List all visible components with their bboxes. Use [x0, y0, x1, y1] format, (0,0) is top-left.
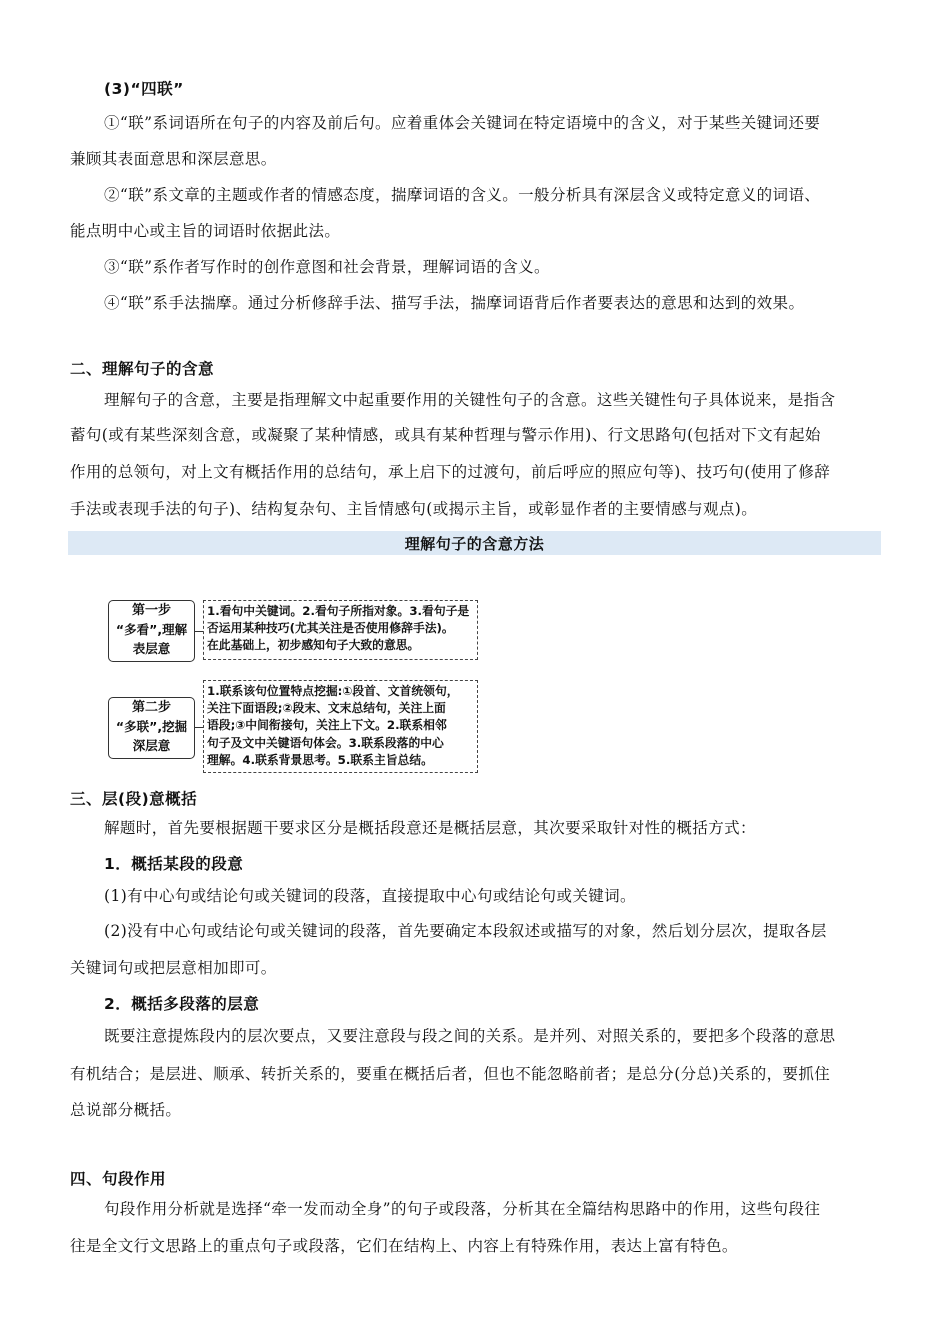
- paragraph-line: ②“联”系文章的主题或作者的情感态度，揣摩词语的含义。一般分析具有深层含义或特定意义的词语、: [104, 186, 821, 204]
- step1-detail-line: 1.看句中关键词。2.看句子所指对象。3.看句子是: [207, 604, 470, 618]
- section-heading: 三、层(段)意概括: [70, 790, 198, 808]
- paragraph-line: 理解句子的含意，主要是指理解文中起重要作用的关键性句子的含意。这些关键性句子具体说来，是指含: [104, 391, 836, 409]
- band-title: 理解句子的含意方法: [404, 535, 545, 553]
- step2-detail-line: 1.联系该句位置特点挖掘:①段首、文首统领句，: [207, 684, 459, 698]
- step1-detail-line: 否运用某种技巧(尤其关注是否使用修辞手法)。: [207, 621, 454, 636]
- paragraph-line: 蓄句(或有某些深刻含意，或凝聚了某种情感，或具有某种哲理与警示作用)、行文思路句(包括对下文有起始: [70, 426, 821, 444]
- paragraph-line: ①“联”系词语所在句子的内容及前后句。应着重体会关键词在特定语境中的含义，对于某些关键词还要: [104, 114, 821, 132]
- paragraph-line: 有机结合；是层进、顺承、转折关系的，要重在概括后者，但也不能忽略前者；是总分(分总)关系的，要抓住: [70, 1065, 831, 1083]
- step1-detail-line: 在此基础上，初步感知句子大致的意思。: [207, 638, 420, 653]
- subsection-title: 1．概括某段的段意: [104, 855, 244, 873]
- step1-desc: 表层意: [132, 641, 171, 656]
- step2-detail-line: 关注下面语段;②段末、文末总结句，关注上面: [207, 701, 446, 716]
- paragraph-line: ③“联”系作者写作时的创作意图和社会背景，理解词语的含义。: [104, 258, 550, 276]
- step2-detail-line: 语段;③中间衔接句，关注上下文。2.联系相邻: [207, 718, 447, 733]
- paragraph-line: (1)有中心句或结论句或关键词的段落，直接提取中心句或结论句或关键词。: [104, 887, 636, 905]
- paragraph-line: ④“联”系手法揣摩。通过分析修辞手法、描写手法，揣摩词语背后作者要表达的意思和达到的效果。: [104, 294, 805, 312]
- paragraph-line: 既要注意提炼段内的层次要点，又要注意段与段之间的关系。是并列、对照关系的，要把多个段落的意思: [104, 1027, 836, 1045]
- step1-desc: “多看”,理解: [115, 622, 188, 637]
- paragraph-line: 解题时，首先要根据题干要求区分是概括段意还是概括层意，其次要采取针对性的概括方式：: [104, 819, 756, 837]
- paragraph-line: 能点明中心或主旨的词语时依据此法。: [70, 222, 341, 240]
- paragraph-line: 总说部分概括。: [70, 1101, 182, 1119]
- paragraph-line: (2)没有中心句或结论句或关键词的段落，首先要确定本段叙述或描写的对象，然后划分层次，提取各层: [104, 922, 827, 940]
- subsection-title-si-lian: (3)“四联”: [104, 80, 184, 98]
- paragraph-line: 兼顾其表面意思和深层意思。: [70, 150, 277, 168]
- step1-title: 第一步: [131, 603, 171, 618]
- paragraph-line: 往是全文行文思路上的重点句子或段落，它们在结构上、内容上有特殊作用，表达上富有特色。: [70, 1237, 738, 1255]
- step2-desc: 深层意: [132, 738, 171, 753]
- step2-detail-box: [203, 680, 478, 773]
- section-heading: 四、句段作用: [70, 1170, 167, 1188]
- section-heading: 二、理解句子的含意: [70, 360, 215, 378]
- paragraph-line: 手法或表现手法的句子)、结构复杂句、主旨情感句(或揭示主旨，或彰显作者的主要情感与观点)。: [70, 500, 758, 518]
- step2-box: [108, 697, 195, 759]
- paragraph-line: 作用的总领句，对上文有概括作用的总结句，承上启下的过渡句，前后呼应的照应句等)、技巧句(使用了修辞: [70, 463, 831, 481]
- step2-detail-line: 理解。4.联系背景思考。5.联系主旨总结。: [207, 752, 433, 767]
- paragraph-line: 句段作用分析就是选择“牵一发而动全身”的句子或段落，分析其在全篇结构思路中的作用，这些句段往: [104, 1200, 821, 1218]
- step2-detail-line: 句子及文中关键语句体会。3.联系段落的中心: [207, 735, 444, 750]
- subsection-title: 2．概括多段落的层意: [104, 995, 260, 1013]
- paragraph-line: 关键词句或把层意相加即可。: [70, 959, 277, 977]
- step2-desc: “多联”,挖掘: [115, 719, 188, 734]
- step2-title: 第二步: [131, 700, 171, 715]
- step1-box: [108, 600, 195, 662]
- step1-detail-box: [203, 600, 478, 660]
